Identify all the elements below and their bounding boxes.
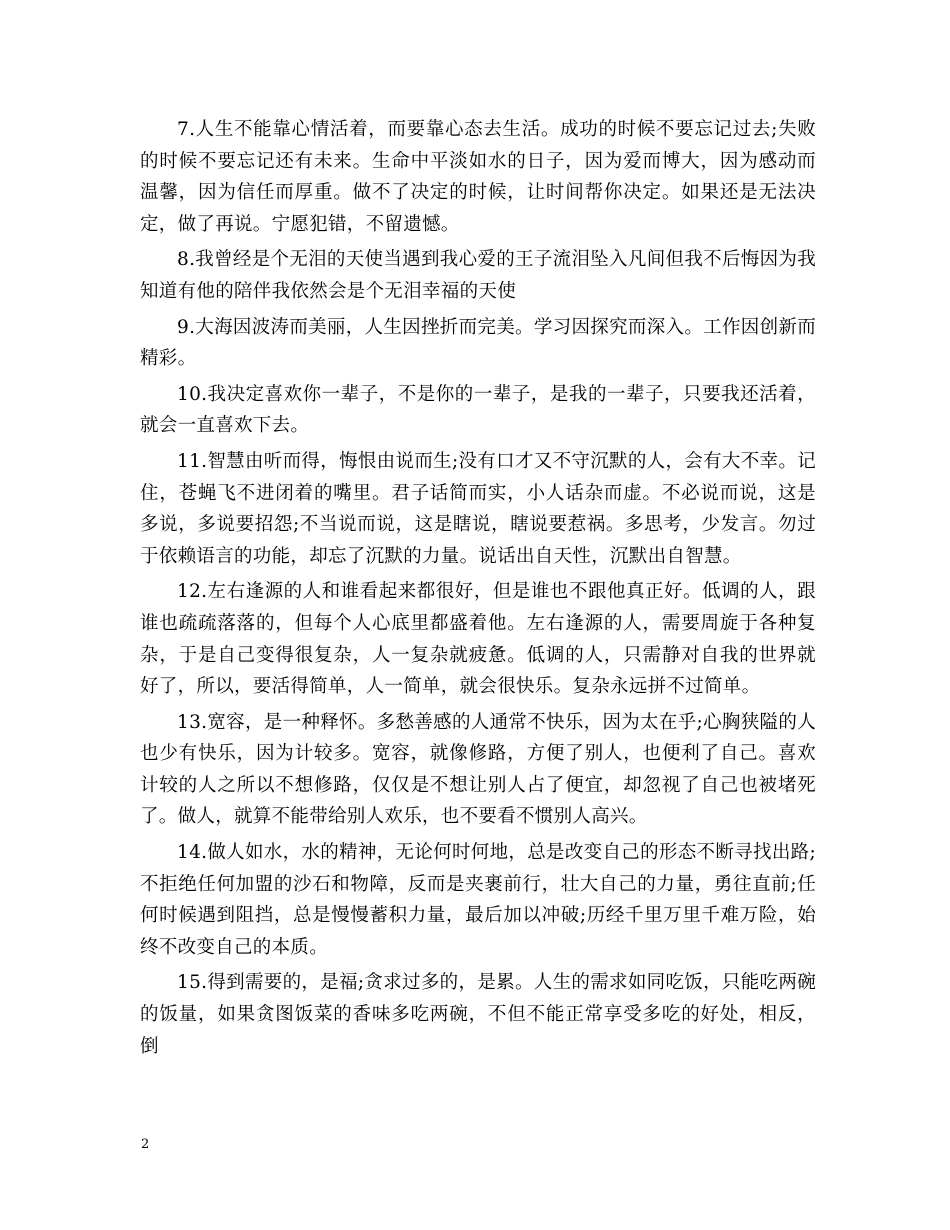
page-number: 2 <box>141 1137 150 1152</box>
paragraph-13: 13.宽容，是一种释怀。多愁善感的人通常不快乐，因为太在乎;心胸狭隘的人也少有快乐，因为计较多。宽容，就像修路，方便了别人，也便利了自己。喜欢计较的人之所以不想修路，仅仅是不想让别人占了便宜，却忽视了自己也被堵死了。做人，就算不能带给别人欢乐，也不要看不惯别人高兴。 <box>140 711 816 828</box>
paragraph-10: 10.我决定喜欢你一辈子，不是你的一辈子，是我的一辈子，只要我还活着，就会一直喜欢下去。 <box>140 383 816 437</box>
document-body <box>140 114 816 1066</box>
paragraph-12: 12.左右逢源的人和谁看起来都很好，但是谁也不跟他真正好。低调的人，跟谁也疏疏落落的，但每个人心底里都盛着他。左右逢源的人，需要周旋于各种复杂，于是自己变得很复杂，人一复杂就疲惫。低调的人，只需静对自我的世界就好了，所以，要活得简单，人一简单，就会很快乐。复杂永远拼不过简单。 <box>140 581 816 698</box>
paragraph-7: 7.人生不能靠心情活着，而要靠心态去生活。成功的时候不要忘记过去;失败的时候不要忘记还有未来。生命中平淡如水的日子，因为爱而博大，因为感动而温馨，因为信任而厚重。做不了决定的时候，让时间帮你决定。如果还是无法决定，做了再说。宁愿犯错，不留遗憾。 <box>140 119 816 235</box>
paragraph-15: 15.得到需要的，是福;贪求过多的，是累。人生的需求如同吃饭，只能吃两碗的饭量，如果贪图饭菜的香味多吃两碗，不但不能正常享受多吃的好处，相反，倒 <box>140 972 816 1057</box>
paragraph-14: 14.做人如水，水的精神，无论何时何地，总是改变自己的形态不断寻找出路;不拒绝任何加盟的沙石和物障，反而是夹裹前行，壮大自己的力量，勇往直前;任何时候遇到阻挡，总是慢慢蓄积力量，最后加以冲破;历经千里万里千难万险，始终不改变自己的本质。 <box>140 842 816 958</box>
paragraph-9: 9.大海因波涛而美丽，人生因挫折而完美。学习因探究而深入。工作因创新而精彩。 <box>140 316 816 370</box>
paragraph-8: 8.我曾经是个无泪的天使当遇到我心爱的王子流泪坠入凡间但我不后悔因为我知道有他的陪伴我依然会是个无泪幸福的天使 <box>140 249 816 302</box>
paragraph-11: 11.智慧由听而得，悔恨由说而生;没有口才又不守沉默的人，会有大不幸。记住，苍蝇飞不进闭着的嘴里。君子话简而实，小人话杂而虚。不必说而说，这是多说，多说要招怨;不当说而说，这是瞎说，瞎说要惹祸。多思考，少发言。勿过于依赖语言的功能，却忘了沉默的力量。说话出自天性，沉默出自智慧。 <box>140 450 816 567</box>
